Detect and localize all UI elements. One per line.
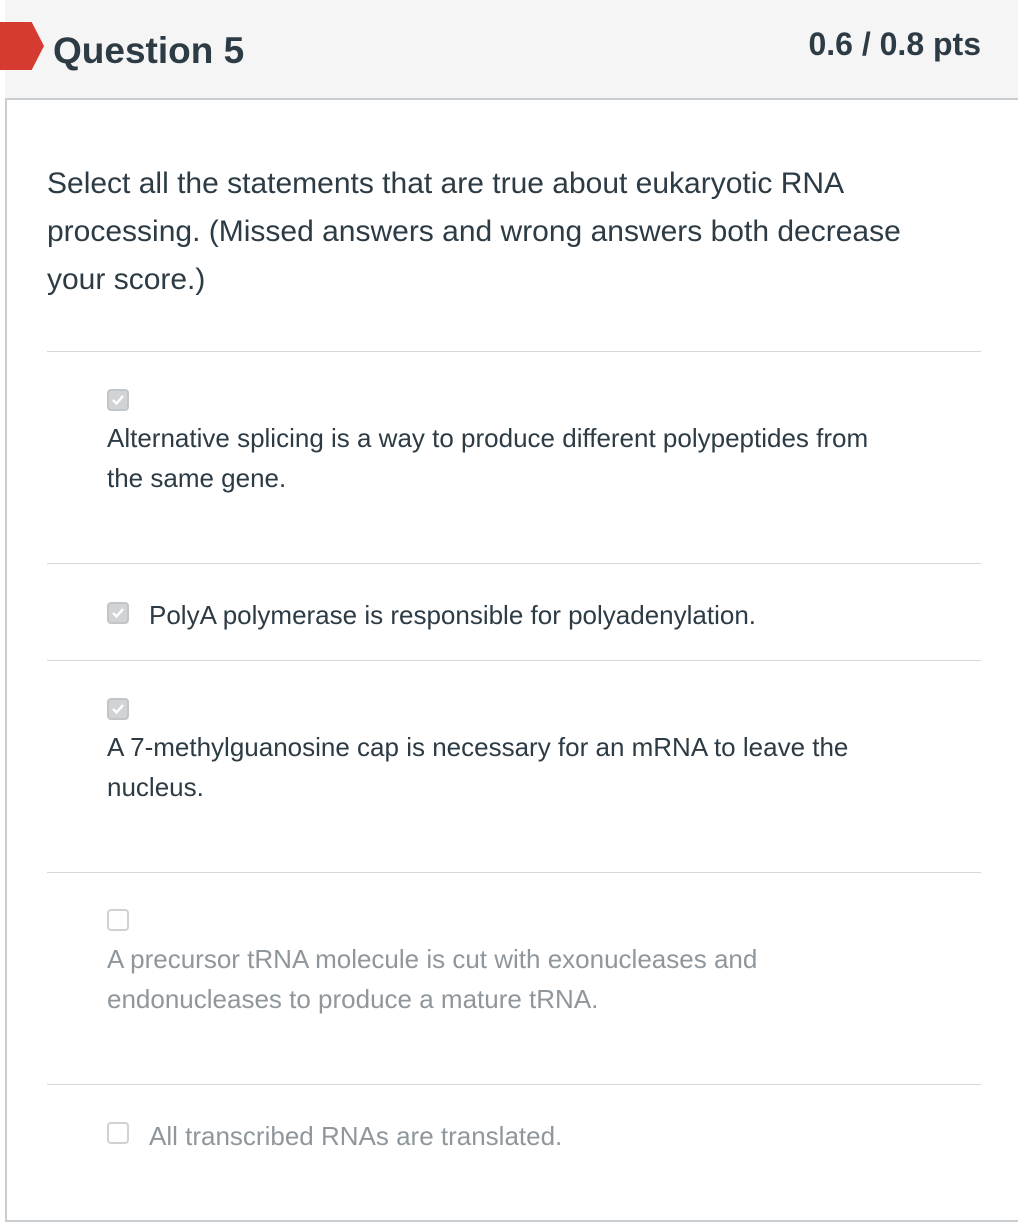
divider [47, 660, 981, 661]
answer-4-checkbox[interactable] [107, 909, 129, 931]
divider [47, 351, 981, 352]
divider [47, 563, 981, 564]
check-icon [111, 606, 125, 620]
answer-4-label: A precursor tRNA molecule is cut with exonucleases and endonucleases to produce a mature tRNA. [107, 944, 758, 1014]
check-icon [111, 702, 125, 716]
question-points: 0.6 / 0.8 pts [808, 26, 981, 62]
divider [47, 1084, 981, 1085]
answer-3-checkbox[interactable] [107, 698, 129, 720]
answer-2-checkbox[interactable] [107, 602, 129, 624]
question-prompt: Select all the statements that are true about eukaryotic RNA processing. (Missed answers and wrong answers both decrease your score.) [47, 167, 901, 296]
answer-5-label: All transcribed RNAs are translated. [149, 1121, 563, 1151]
answer-3-label: A 7-methylguanosine cap is necessary for an mRNA to leave the nucleus. [107, 732, 849, 802]
answer-2-label: PolyA polymerase is responsible for polyadenylation. [149, 600, 757, 630]
answer-5-checkbox[interactable] [107, 1122, 129, 1144]
answer-1-label: Alternative splicing is a way to produce different polypeptides from the same gene. [107, 423, 869, 493]
question-header [5, 0, 1018, 100]
check-icon [111, 393, 125, 407]
divider [47, 872, 981, 873]
answer-1-checkbox[interactable] [107, 389, 129, 411]
question-title: Question 5 [53, 30, 245, 71]
